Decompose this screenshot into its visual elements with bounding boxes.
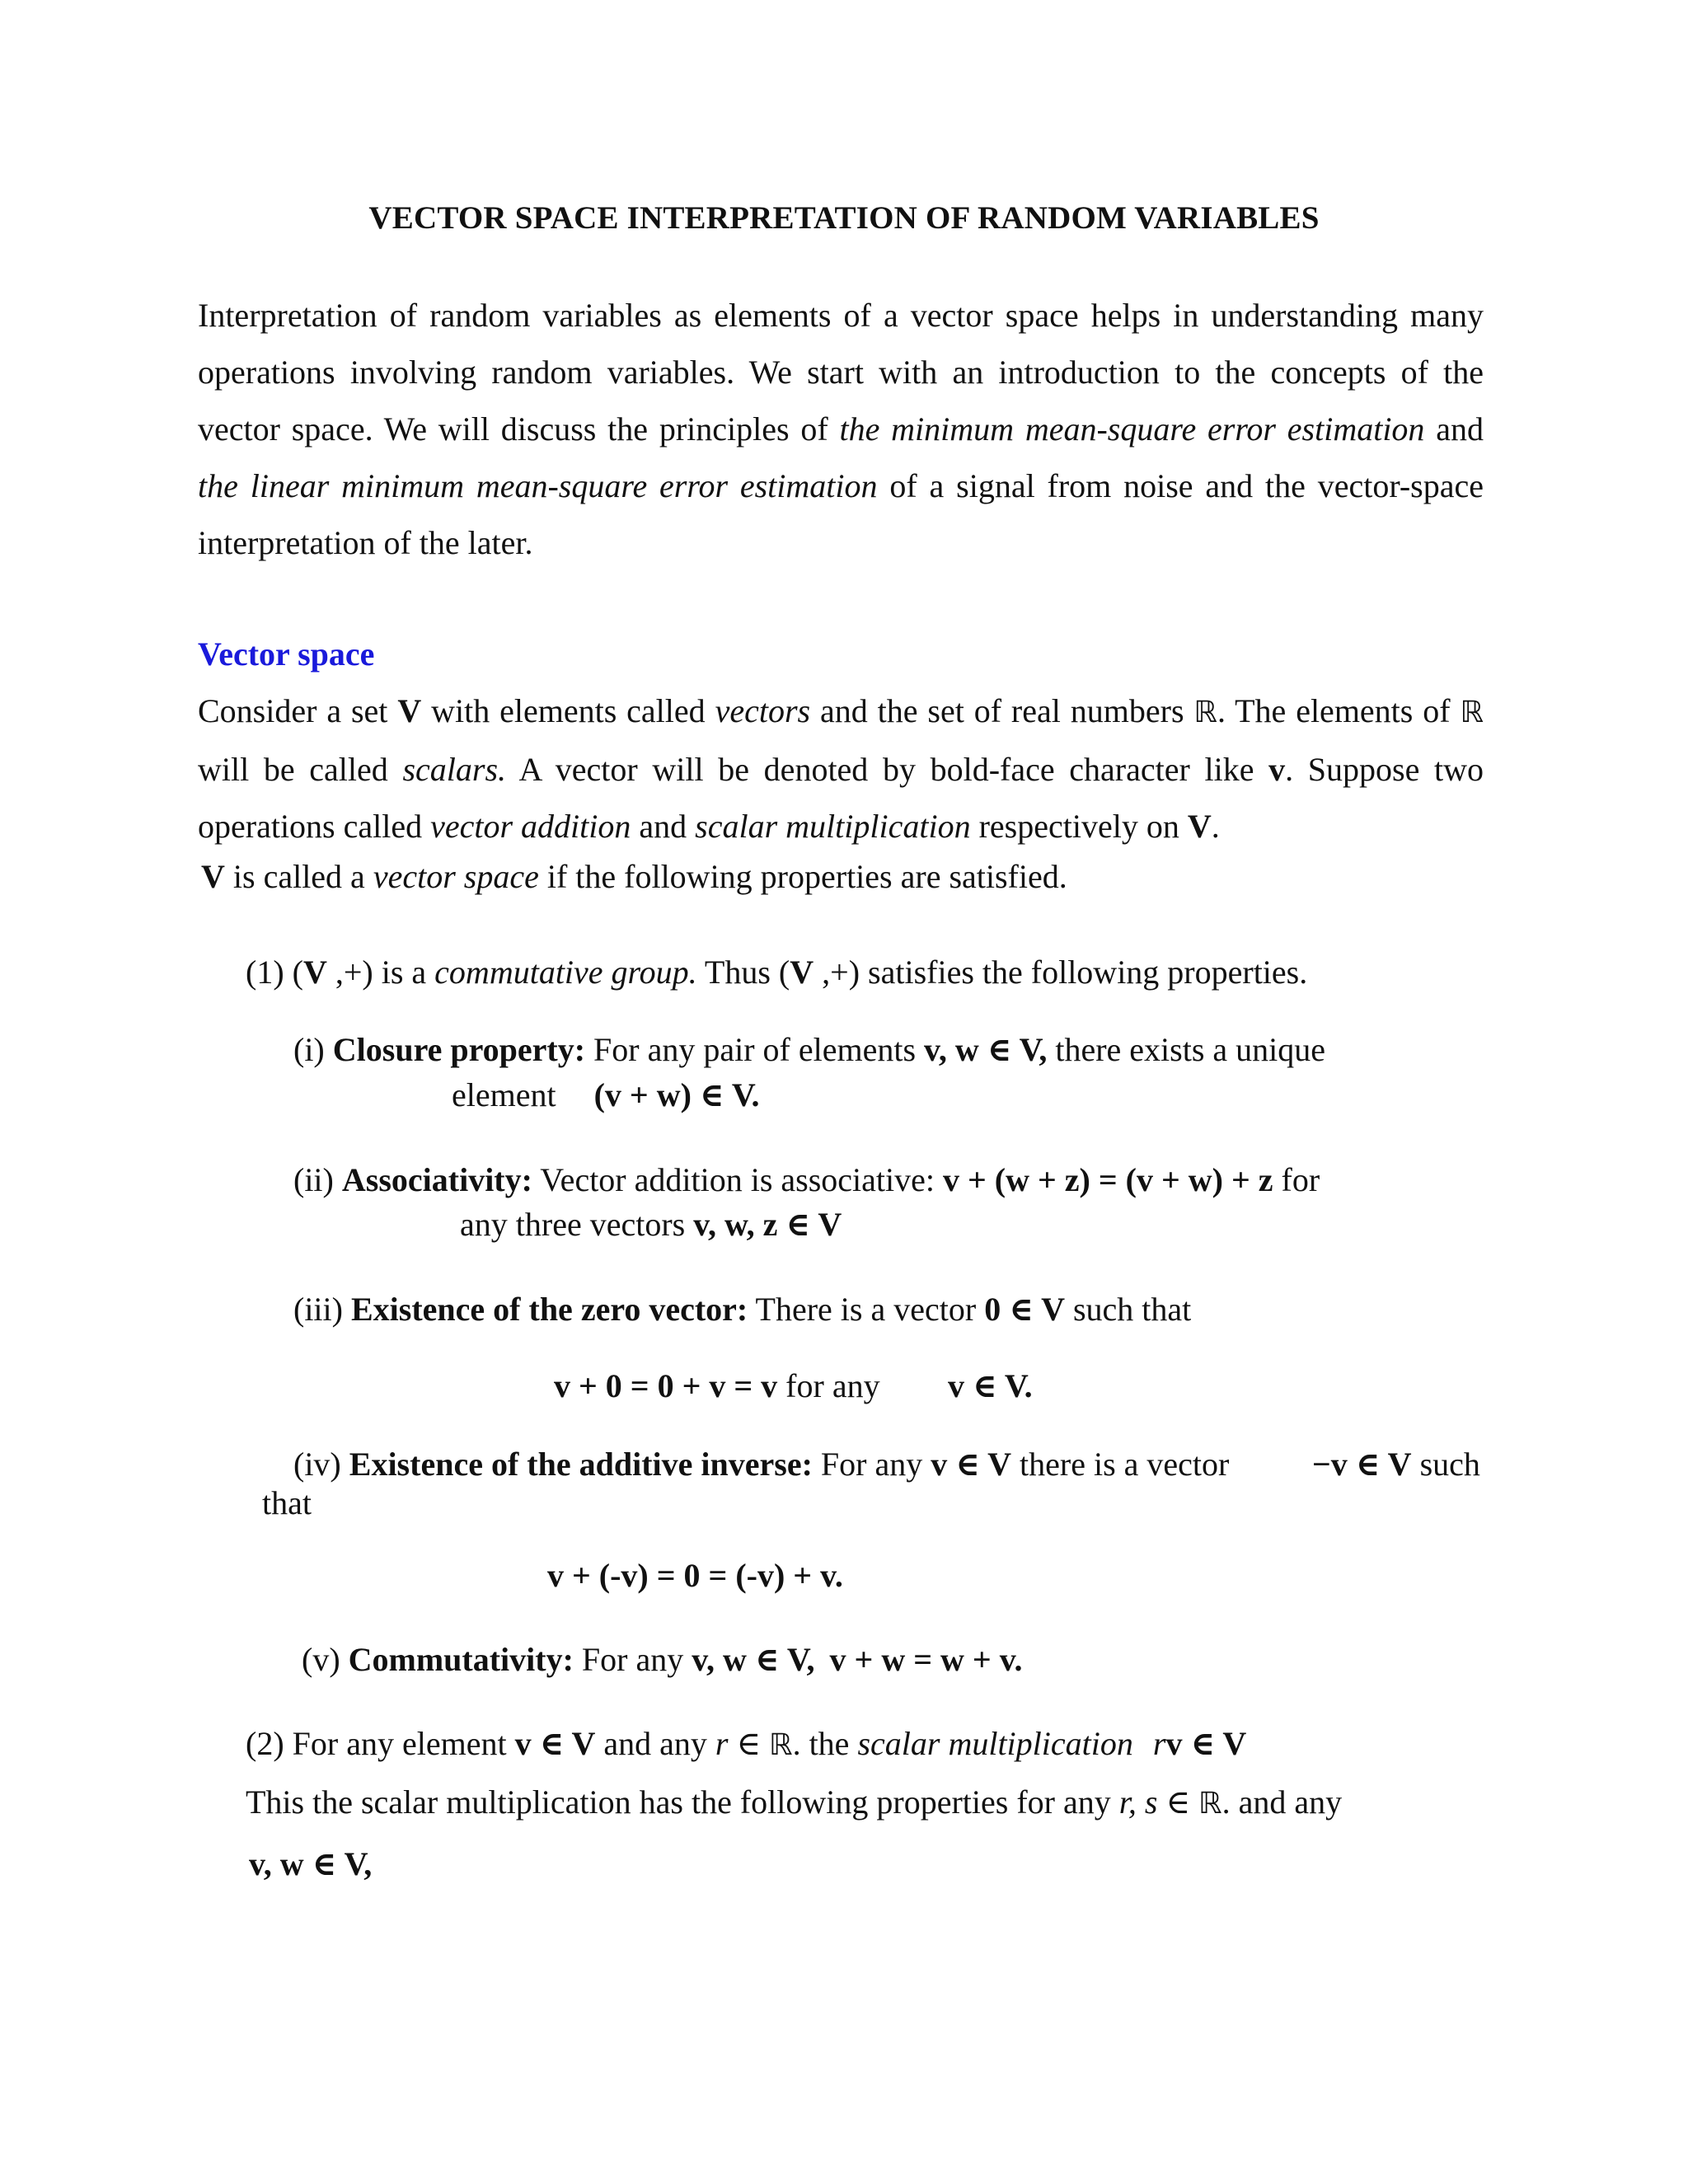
commutativity-line <box>302 1640 1023 1680</box>
zero-text: There is a vector <box>748 1291 985 1328</box>
prop2-math: v ∈ V <box>1165 1725 1247 1762</box>
symbol-reals: ℝ <box>1198 1787 1222 1821</box>
vs-text: will be called <box>198 751 403 788</box>
symbol-reals: ℝ <box>769 1728 793 1762</box>
zero-vector-equation <box>554 1366 880 1406</box>
intro-text-1: Interpretation of random variables as elements of a vector space helps in understanding many operations involving random variables. We start with an introduction to the concepts of the vector space. We will discuss the principles of <box>198 297 1484 448</box>
inverse-math: −v ∈ V <box>1312 1446 1412 1483</box>
inverse-text: For any <box>812 1446 931 1483</box>
prop1-text: (1) ( <box>246 954 303 991</box>
additive-inverse-line-1-end <box>1312 1445 1480 1484</box>
prop2-symbol-rs: r, s <box>1118 1783 1158 1821</box>
inverse-text: such <box>1411 1446 1480 1483</box>
inverse-label: Existence of the additive inverse: <box>349 1446 813 1483</box>
symbol-V: V <box>397 692 422 729</box>
prop2-text: ∈ <box>728 1725 770 1762</box>
vs-text: . <box>1211 808 1220 845</box>
comm-text: For any <box>573 1641 692 1678</box>
comm-num: (v) <box>302 1641 349 1678</box>
symbol-reals: ℝ <box>1460 696 1484 729</box>
comm-math: v, w ∈ V, <box>692 1641 815 1678</box>
assoc-text: Vector addition is associative: <box>532 1161 943 1198</box>
symbol-V: V <box>201 858 225 895</box>
intro-paragraph <box>198 287 1484 571</box>
symbol-V: V <box>1187 808 1212 845</box>
prop1-text: Thus ( <box>696 954 790 991</box>
assoc-math: v, w, z ∈ V <box>693 1206 842 1243</box>
prop2-text: and any <box>595 1725 715 1762</box>
zero-num: (iii) <box>293 1291 351 1328</box>
assoc-num: (ii) <box>293 1161 342 1198</box>
additive-inverse-line-1 <box>293 1445 1229 1484</box>
symbol-V: V <box>790 954 814 991</box>
vs-emph-vectors: vectors <box>715 692 811 729</box>
intro-text-3: of a signal from noise and the vector-space interpretation of the later. <box>198 467 1484 561</box>
prop1-text: ,+) is a <box>326 954 435 991</box>
prop2-text: This the scalar multiplication has the following properties for any <box>246 1783 1119 1821</box>
zero-equation: v + 0 = 0 + v = v <box>554 1367 778 1404</box>
prop2-emph-scalar-multiplication: scalar multiplication <box>857 1725 1133 1762</box>
zero-math: 0 ∈ V <box>984 1291 1065 1328</box>
assoc-math: v + (w + z) = (v + w) + z <box>943 1161 1273 1198</box>
vs-emph-vector-addition: vector addition <box>430 808 631 845</box>
vs-text: Consider a set <box>198 692 398 729</box>
intro-emphasis-mmse: the minimum mean-square error estimation <box>839 410 1425 448</box>
inverse-text: there is a vector <box>1011 1446 1230 1483</box>
vs-text: . Suppose two operations called <box>198 751 1484 845</box>
prop2-symbol-r: r <box>1152 1725 1166 1762</box>
vs-text: respectively on <box>970 808 1188 845</box>
inverse-equation: v + (-v) = 0 = (-v) + v. <box>547 1557 843 1594</box>
prop1-emph-commutative-group: commutative group. <box>434 954 697 991</box>
zero-text: such that <box>1064 1291 1192 1328</box>
vs-text: and <box>631 808 696 845</box>
closure-text: there exists a unique <box>1047 1031 1326 1068</box>
symbol-v: v <box>1268 751 1286 788</box>
intro-text-2: and <box>1424 410 1484 448</box>
prop2-text: ∈ <box>1157 1783 1199 1821</box>
vs-text: and the set of real numbers <box>810 692 1194 729</box>
symbol-V: V <box>302 954 327 991</box>
associativity-line-1 <box>293 1160 1320 1200</box>
closure-property-line-2 <box>452 1076 760 1115</box>
vs-emph-scalars: scalars. <box>402 751 507 788</box>
vs-emph-vector-space: vector space <box>373 858 539 895</box>
vs-text: A vector will be denoted by bold-face character like <box>506 751 1269 788</box>
prop2-text: . and any <box>1221 1783 1343 1821</box>
prop1-text: ,+) satisfies the following properties. <box>814 954 1308 991</box>
property-2-line-3 <box>249 1844 372 1884</box>
additive-inverse-line-2: that <box>262 1484 312 1521</box>
prop2-text: . the <box>792 1725 858 1762</box>
section-heading-vector-space: Vector space <box>198 635 375 673</box>
prop2-math: v ∈ V <box>514 1725 596 1762</box>
comm-label: Commutativity: <box>348 1641 574 1678</box>
zero-vector-equation-domain <box>948 1366 1033 1406</box>
zero-label: Existence of the zero vector: <box>350 1291 748 1328</box>
assoc-label: Associativity: <box>341 1161 532 1198</box>
associativity-line-2 <box>460 1205 842 1244</box>
zero-text: for any <box>777 1367 880 1404</box>
vector-space-paragraph <box>198 682 1484 855</box>
prop2-text: (2) For any element <box>246 1725 515 1762</box>
property-2-line-2 <box>246 1783 1342 1824</box>
prop2-math: v, w ∈ V, <box>249 1845 373 1882</box>
closure-label: Closure property: <box>332 1031 586 1068</box>
zero-math: v ∈ V. <box>948 1367 1033 1404</box>
comm-math: v + w = w + v. <box>829 1641 1023 1678</box>
vs-text: . The elements of <box>1217 692 1461 729</box>
inverse-math: v ∈ V <box>931 1446 1012 1483</box>
vector-space-definition-line <box>201 857 1067 897</box>
closure-property-line-1 <box>293 1030 1325 1070</box>
property-1-line <box>246 953 1307 992</box>
closure-num: (i) <box>293 1031 333 1068</box>
closure-text: element <box>452 1076 565 1113</box>
assoc-text: any three vectors <box>460 1206 694 1243</box>
vs-text: if the following properties are satisfied. <box>538 858 1067 895</box>
vs-text: is called a <box>224 858 373 895</box>
intro-emphasis-lmmse: the linear minimum mean-square error estimation <box>198 467 878 504</box>
document-title: VECTOR SPACE INTERPRETATION OF RANDOM VARIABLES <box>368 200 1320 236</box>
closure-text: For any pair of elements <box>585 1031 925 1068</box>
additive-inverse-equation <box>547 1556 843 1596</box>
inverse-num: (iv) <box>293 1446 349 1483</box>
closure-math: v, w ∈ V, <box>924 1031 1048 1068</box>
zero-vector-line <box>293 1290 1191 1329</box>
vs-emph-scalar-multiplication: scalar multiplication <box>695 808 971 845</box>
assoc-text: for <box>1273 1161 1320 1198</box>
symbol-reals: ℝ <box>1193 696 1217 729</box>
prop2-symbol-r: r <box>715 1725 729 1762</box>
closure-math: (v + w) ∈ V. <box>593 1076 760 1113</box>
vs-text: with elements called <box>421 692 715 729</box>
property-2-line-1 <box>246 1724 1246 1765</box>
